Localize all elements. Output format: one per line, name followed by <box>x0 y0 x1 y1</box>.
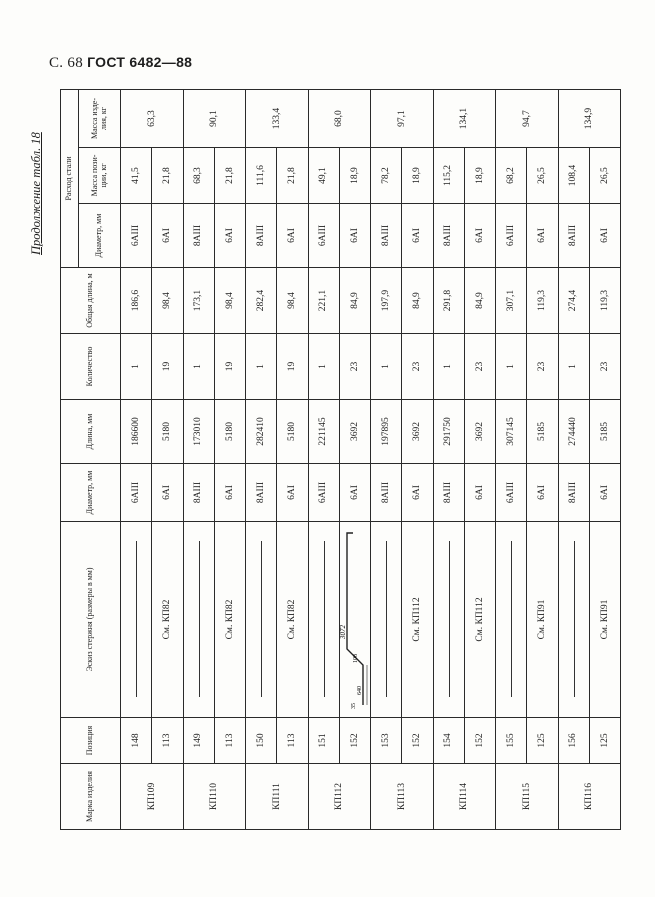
svg-text:108: 108 <box>352 654 359 664</box>
length-cell: 5185 <box>527 400 558 464</box>
total-length-cell: 307,1 <box>496 268 527 334</box>
table-row <box>371 90 402 830</box>
total-length-cell: 119,3 <box>527 268 558 334</box>
table-row <box>558 90 589 830</box>
length-cell: 186600 <box>121 400 152 464</box>
table-row <box>121 90 152 830</box>
length-cell: 3692 <box>339 400 370 464</box>
length-cell: 307145 <box>496 400 527 464</box>
col-position-mass: Масса пози-ции, кг <box>79 148 121 204</box>
diameter-cell: 6АI <box>402 464 433 522</box>
position-cell: 150 <box>246 718 277 764</box>
sketch-line-cell <box>121 522 152 718</box>
total-length-cell: 98,4 <box>277 268 308 334</box>
mark-cell: КП113 <box>371 764 434 830</box>
quantity-cell: 23 <box>527 334 558 400</box>
length-cell: 173010 <box>183 400 214 464</box>
page-number: С. 68 <box>49 55 84 71</box>
sketch-line-cell <box>371 522 402 718</box>
mark-cell: КП109 <box>121 764 184 830</box>
table-row <box>339 90 370 830</box>
position-mass-cell: 111,6 <box>246 148 277 204</box>
position-cell: 155 <box>496 718 527 764</box>
diameter-cell: 6АI <box>277 464 308 522</box>
sketch-ref-cell: См. КП82 <box>214 522 245 718</box>
length-cell: 3692 <box>402 400 433 464</box>
position-cell: 113 <box>277 718 308 764</box>
sketch-drawing-cell <box>339 522 370 718</box>
col-diameter: Диаметр, мм <box>61 464 121 522</box>
item-mass-cell: 134,1 <box>433 90 496 148</box>
table-row <box>214 90 245 830</box>
quantity-cell: 23 <box>402 334 433 400</box>
steel-diameter-cell: 6АI <box>339 204 370 268</box>
col-mark: Марка изделия <box>61 764 121 830</box>
diameter-cell: 6АIII <box>308 464 339 522</box>
diameter-cell: 8АIII <box>183 464 214 522</box>
total-length-cell: 186,6 <box>121 268 152 334</box>
diameter-cell: 6АI <box>464 464 495 522</box>
quantity-cell: 1 <box>496 334 527 400</box>
quantity-cell: 23 <box>464 334 495 400</box>
col-steel-group: Расход стали <box>61 90 79 268</box>
steel-diameter-cell: 6АI <box>527 204 558 268</box>
total-length-cell: 291,8 <box>433 268 464 334</box>
steel-diameter-cell: 8АIII <box>433 204 464 268</box>
position-mass-cell: 68,3 <box>183 148 214 204</box>
table-row <box>464 90 495 830</box>
sketch-bar-line <box>386 542 387 698</box>
position-cell: 156 <box>558 718 589 764</box>
quantity-cell: 1 <box>371 334 402 400</box>
length-cell: 5185 <box>589 400 620 464</box>
table-row <box>152 90 183 830</box>
item-mass-cell: 134,9 <box>558 90 621 148</box>
position-cell: 152 <box>339 718 370 764</box>
diameter-cell: 8АIII <box>433 464 464 522</box>
diameter-cell: 6АI <box>214 464 245 522</box>
quantity-cell: 1 <box>183 334 214 400</box>
sketch-bar-line <box>199 542 200 698</box>
position-cell: 149 <box>183 718 214 764</box>
position-cell: 153 <box>371 718 402 764</box>
sketch-line-cell <box>308 522 339 718</box>
diameter-cell: 6АI <box>152 464 183 522</box>
col-steel-diameter: Диаметр, мм <box>79 204 121 268</box>
position-cell: 113 <box>214 718 245 764</box>
table-row <box>402 90 433 830</box>
quantity-cell: 19 <box>277 334 308 400</box>
item-mass-cell: 94,7 <box>496 90 559 148</box>
length-cell: 5180 <box>277 400 308 464</box>
mark-cell: КП114 <box>433 764 496 830</box>
quantity-cell: 1 <box>246 334 277 400</box>
mark-cell: КП111 <box>246 764 309 830</box>
col-item-mass: Масса изде-лия, кг <box>79 90 121 148</box>
length-cell: 291750 <box>433 400 464 464</box>
table-row <box>183 90 214 830</box>
table-row <box>496 90 527 830</box>
diameter-cell: 8АIII <box>246 464 277 522</box>
sketch-line-cell <box>246 522 277 718</box>
svg-text:640: 640 <box>356 686 363 696</box>
item-mass-cell: 68,0 <box>308 90 371 148</box>
table-row <box>277 90 308 830</box>
position-mass-cell: 21,8 <box>214 148 245 204</box>
diameter-cell: 8АIII <box>371 464 402 522</box>
total-length-cell: 197,9 <box>371 268 402 334</box>
position-mass-cell: 18,9 <box>339 148 370 204</box>
position-cell: 151 <box>308 718 339 764</box>
diameter-cell: 6АIII <box>121 464 152 522</box>
sketch-ref-cell: См. КП91 <box>589 522 620 718</box>
col-quantity: Количество <box>61 334 121 400</box>
sketch-bar-line <box>574 542 575 698</box>
length-cell: 274440 <box>558 400 589 464</box>
quantity-cell: 19 <box>214 334 245 400</box>
sketch-line-cell <box>558 522 589 718</box>
quantity-cell: 23 <box>339 334 370 400</box>
steel-diameter-cell: 6АI <box>152 204 183 268</box>
sketch-bar-line <box>136 542 137 698</box>
steel-diameter-cell: 8АIII <box>246 204 277 268</box>
quantity-cell: 1 <box>308 334 339 400</box>
length-cell: 3692 <box>464 400 495 464</box>
length-cell: 5180 <box>214 400 245 464</box>
length-cell: 197895 <box>371 400 402 464</box>
total-length-cell: 119,3 <box>589 268 620 334</box>
position-cell: 148 <box>121 718 152 764</box>
mark-cell: КП116 <box>558 764 621 830</box>
steel-diameter-cell: 6АIII <box>308 204 339 268</box>
svg-text:35: 35 <box>350 703 357 710</box>
mark-cell: КП112 <box>308 764 371 830</box>
total-length-cell: 173,1 <box>183 268 214 334</box>
sketch-bar-line <box>449 542 450 698</box>
total-length-cell: 84,9 <box>339 268 370 334</box>
quantity-cell: 23 <box>589 334 620 400</box>
col-position: Позиция <box>61 718 121 764</box>
table-row <box>433 90 464 830</box>
quantity-cell: 1 <box>558 334 589 400</box>
mark-cell: КП115 <box>496 764 559 830</box>
position-mass-cell: 21,8 <box>152 148 183 204</box>
steel-diameter-cell: 6АI <box>464 204 495 268</box>
sketch-ref-cell: См. КП112 <box>464 522 495 718</box>
position-mass-cell: 68,2 <box>496 148 527 204</box>
page-header <box>49 54 192 72</box>
item-mass-cell: 90,1 <box>183 90 246 148</box>
length-cell: 282410 <box>246 400 277 464</box>
mark-cell: КП110 <box>183 764 246 830</box>
position-mass-cell: 18,9 <box>402 148 433 204</box>
steel-diameter-cell: 8АIII <box>558 204 589 268</box>
item-mass-cell: 97,1 <box>371 90 434 148</box>
quantity-cell: 1 <box>433 334 464 400</box>
table-row <box>308 90 339 830</box>
diameter-cell: 6АI <box>589 464 620 522</box>
table-row <box>589 90 620 830</box>
diameter-cell: 6АI <box>527 464 558 522</box>
sketch-bar-line <box>324 542 325 698</box>
position-mass-cell: 108,4 <box>558 148 589 204</box>
col-length: Длина, мм <box>61 400 121 464</box>
rotated-sheet <box>29 90 615 830</box>
table-row <box>246 90 277 830</box>
col-total-length: Общая длина, м <box>61 268 121 334</box>
position-mass-cell: 18,9 <box>464 148 495 204</box>
sketch-line-cell <box>183 522 214 718</box>
bent-bar-sketch <box>338 530 369 710</box>
position-cell: 125 <box>527 718 558 764</box>
quantity-cell: 19 <box>152 334 183 400</box>
total-length-cell: 282,4 <box>246 268 277 334</box>
sketch-line-cell <box>433 522 464 718</box>
steel-diameter-cell: 8АIII <box>371 204 402 268</box>
position-mass-cell: 26,5 <box>527 148 558 204</box>
steel-diameter-cell: 6АI <box>589 204 620 268</box>
position-cell: 113 <box>152 718 183 764</box>
sketch-ref-cell: См. КП82 <box>152 522 183 718</box>
diameter-cell: 6АIII <box>496 464 527 522</box>
total-length-cell: 98,4 <box>152 268 183 334</box>
item-mass-cell: 63,3 <box>121 90 184 148</box>
position-mass-cell: 49,1 <box>308 148 339 204</box>
total-length-cell: 98,4 <box>214 268 245 334</box>
sketch-ref-cell: См. КП91 <box>527 522 558 718</box>
sketch-ref-cell: См. КП112 <box>402 522 433 718</box>
position-cell: 154 <box>433 718 464 764</box>
position-mass-cell: 26,5 <box>589 148 620 204</box>
steel-diameter-cell: 6АIII <box>496 204 527 268</box>
continuation-label: Продолжение табл. 18 <box>29 132 43 255</box>
total-length-cell: 274,4 <box>558 268 589 334</box>
diameter-cell: 6АI <box>339 464 370 522</box>
position-cell: 152 <box>464 718 495 764</box>
total-length-cell: 84,9 <box>402 268 433 334</box>
steel-diameter-cell: 6АI <box>402 204 433 268</box>
item-mass-cell: 133,4 <box>246 90 309 148</box>
length-cell: 221145 <box>308 400 339 464</box>
standard-title: ГОСТ 6482—88 <box>87 54 193 70</box>
steel-diameter-cell: 6АIII <box>121 204 152 268</box>
svg-text:3072: 3072 <box>338 625 347 640</box>
sketch-line-cell <box>496 522 527 718</box>
reinforcement-table <box>60 89 621 830</box>
steel-diameter-cell: 8АIII <box>183 204 214 268</box>
position-cell: 152 <box>402 718 433 764</box>
position-mass-cell: 78,2 <box>371 148 402 204</box>
sketch-bar-line <box>511 542 512 698</box>
position-mass-cell: 41,5 <box>121 148 152 204</box>
quantity-cell: 1 <box>121 334 152 400</box>
sketch-bar-line <box>261 542 262 698</box>
table-row <box>527 90 558 830</box>
steel-diameter-cell: 6АI <box>214 204 245 268</box>
total-length-cell: 84,9 <box>464 268 495 334</box>
position-mass-cell: 21,8 <box>277 148 308 204</box>
sketch-ref-cell: См. КП82 <box>277 522 308 718</box>
position-mass-cell: 115,2 <box>433 148 464 204</box>
col-sketch: Эскиз стержня (размеры в мм) <box>61 522 121 718</box>
total-length-cell: 221,1 <box>308 268 339 334</box>
position-cell: 125 <box>589 718 620 764</box>
length-cell: 5180 <box>152 400 183 464</box>
diameter-cell: 8АIII <box>558 464 589 522</box>
steel-diameter-cell: 6АI <box>277 204 308 268</box>
